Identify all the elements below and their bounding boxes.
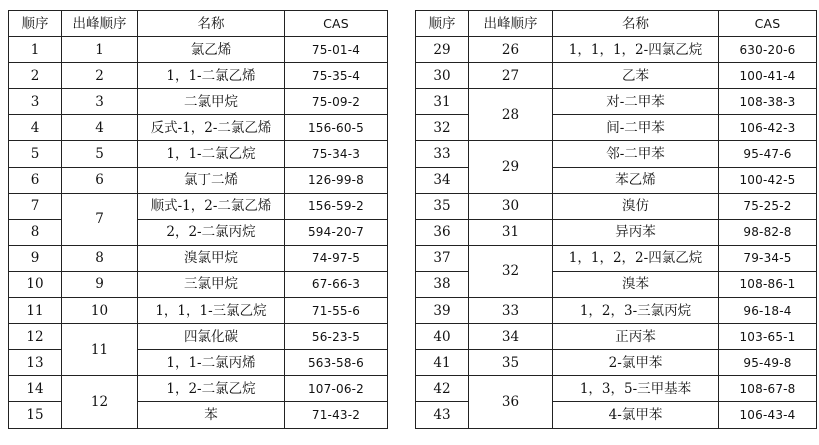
table-row [416,219,817,245]
cas-number-cell: 79-34-5 [719,245,817,271]
order-cell: 39 [416,298,469,324]
order-cell: 33 [416,141,469,167]
table-row [416,245,817,271]
table-row [416,63,817,89]
cas-number-cell: 96-18-4 [719,298,817,324]
cas-number-cell: 100-41-4 [719,63,817,89]
order-cell: 36 [416,219,469,245]
compound-name-cell: 四氯化碳 [138,324,285,350]
compound-name-cell: 苯乙烯 [553,167,719,193]
order-cell: 5 [9,141,62,167]
cas-number-cell: 71-43-2 [285,402,388,428]
cas-number-cell: 108-86-1 [719,271,817,297]
order-cell: 35 [416,193,469,219]
compound-name-cell: 邻-二甲苯 [553,141,719,167]
peak-order-cell: 3 [62,89,138,115]
cas-number-cell: 107-06-2 [285,376,388,402]
table-row [9,63,388,89]
peak-order-cell: 8 [62,245,138,271]
header-name: 名称 [553,11,719,37]
order-cell: 15 [9,402,62,428]
compound-name-cell: 反式-1，2-二氯乙烯 [138,115,285,141]
table-row [416,89,817,115]
compound-name-cell: 1，1，1，2-四氯乙烷 [553,37,719,63]
cas-number-cell: 630-20-6 [719,37,817,63]
compound-name-cell: 1，1-二氯丙烯 [138,350,285,376]
order-cell: 32 [416,115,469,141]
table-row [9,376,388,402]
table-row [9,89,388,115]
order-cell: 31 [416,89,469,115]
cas-number-cell: 103-65-1 [719,324,817,350]
order-cell: 9 [9,245,62,271]
compound-name-cell: 4-氯甲苯 [553,402,719,428]
cas-number-cell: 156-59-2 [285,193,388,219]
cas-number-cell: 75-35-4 [285,63,388,89]
peak-order-cell: 9 [62,271,138,297]
cas-number-cell: 108-38-3 [719,89,817,115]
order-cell: 40 [416,324,469,350]
compound-name-cell: 1，2，3-三氯丙烷 [553,298,719,324]
peak-order-cell: 26 [469,37,553,63]
peak-order-cell: 5 [62,141,138,167]
compound-table-left [8,10,388,429]
header-cas: CAS [719,11,817,37]
cas-number-cell: 95-47-6 [719,141,817,167]
order-cell: 7 [9,193,62,219]
compound-name-cell: 1，1，1-三氯乙烷 [138,298,285,324]
compound-name-cell: 1，3，5-三甲基苯 [553,376,719,402]
compound-name-cell: 正丙苯 [553,324,719,350]
peak-order-cell: 1 [62,37,138,63]
table-row [9,115,388,141]
table-row [9,37,388,63]
compound-name-cell: 溴仿 [553,193,719,219]
header-row [9,11,388,37]
table-row [9,167,388,193]
compound-name-cell: 氯丁二烯 [138,167,285,193]
cas-number-cell: 126-99-8 [285,167,388,193]
compound-name-cell: 1，1-二氯乙烷 [138,141,285,167]
order-cell: 11 [9,298,62,324]
peak-order-cell: 36 [469,376,553,428]
table-row [9,141,388,167]
cas-number-cell: 108-67-8 [719,376,817,402]
order-cell: 42 [416,376,469,402]
compound-table-right [415,10,817,429]
order-cell: 12 [9,324,62,350]
peak-order-cell: 28 [469,89,553,141]
order-cell: 41 [416,350,469,376]
compound-name-cell: 顺式-1，2-二氯乙烯 [138,193,285,219]
compound-name-cell: 间-二甲苯 [553,115,719,141]
peak-order-cell: 29 [469,141,553,193]
compound-name-cell: 溴氯甲烷 [138,245,285,271]
order-cell: 30 [416,63,469,89]
compound-name-cell: 二氯甲烷 [138,89,285,115]
peak-order-cell: 10 [62,298,138,324]
peak-order-cell: 12 [62,376,138,428]
order-cell: 1 [9,37,62,63]
table-row [416,350,817,376]
compound-name-cell: 对-二甲苯 [553,89,719,115]
cas-number-cell: 594-20-7 [285,219,388,245]
table-row [9,298,388,324]
cas-number-cell: 95-49-8 [719,350,817,376]
table-row [416,324,817,350]
compound-name-cell: 1，1，2，2-四氯乙烷 [553,245,719,271]
cas-number-cell: 74-97-5 [285,245,388,271]
cas-number-cell: 56-23-5 [285,324,388,350]
peak-order-cell: 34 [469,324,553,350]
header-order: 顺序 [9,11,62,37]
cas-number-cell: 156-60-5 [285,115,388,141]
peak-order-cell: 33 [469,298,553,324]
table-row [9,324,388,350]
compound-name-cell: 溴苯 [553,271,719,297]
cas-number-cell: 75-01-4 [285,37,388,63]
order-cell: 37 [416,245,469,271]
cas-number-cell: 75-34-3 [285,141,388,167]
header-peak-order: 出峰顺序 [62,11,138,37]
order-cell: 14 [9,376,62,402]
order-cell: 34 [416,167,469,193]
order-cell: 3 [9,89,62,115]
peak-order-cell: 4 [62,115,138,141]
cas-number-cell: 75-09-2 [285,89,388,115]
peak-order-cell: 30 [469,193,553,219]
order-cell: 38 [416,271,469,297]
order-cell: 8 [9,219,62,245]
order-cell: 4 [9,115,62,141]
compound-name-cell: 苯 [138,402,285,428]
table-row [416,298,817,324]
peak-order-cell: 35 [469,350,553,376]
peak-order-cell: 31 [469,219,553,245]
peak-order-cell: 11 [62,324,138,376]
header-order: 顺序 [416,11,469,37]
table-row [416,376,817,402]
compound-name-cell: 1，1-二氯乙烯 [138,63,285,89]
table-row [416,141,817,167]
compound-name-cell: 三氯甲烷 [138,271,285,297]
cas-number-cell: 106-42-3 [719,115,817,141]
cas-number-cell: 100-42-5 [719,167,817,193]
order-cell: 6 [9,167,62,193]
compound-table-left-body [9,11,388,429]
order-cell: 43 [416,402,469,428]
table-row [416,37,817,63]
cas-number-cell: 67-66-3 [285,271,388,297]
compound-name-cell: 1，2-二氯乙烷 [138,376,285,402]
table-row [9,271,388,297]
order-cell: 29 [416,37,469,63]
header-peak-order: 出峰顺序 [469,11,553,37]
compound-name-cell: 乙苯 [553,63,719,89]
cas-number-cell: 71-55-6 [285,298,388,324]
header-name: 名称 [138,11,285,37]
compound-name-cell: 异丙苯 [553,219,719,245]
cas-number-cell: 98-82-8 [719,219,817,245]
header-cas: CAS [285,11,388,37]
cas-number-cell: 106-43-4 [719,402,817,428]
compound-table-right-body [416,11,817,429]
order-cell: 2 [9,63,62,89]
order-cell: 13 [9,350,62,376]
peak-order-cell: 27 [469,63,553,89]
compound-name-cell: 氯乙烯 [138,37,285,63]
peak-order-cell: 32 [469,245,553,297]
cas-number-cell: 563-58-6 [285,350,388,376]
peak-order-cell: 2 [62,63,138,89]
peak-order-cell: 7 [62,193,138,245]
header-row [416,11,817,37]
compound-name-cell: 2，2-二氯丙烷 [138,219,285,245]
table-row [416,193,817,219]
table-row [9,245,388,271]
cas-number-cell: 75-25-2 [719,193,817,219]
order-cell: 10 [9,271,62,297]
compound-name-cell: 2-氯甲苯 [553,350,719,376]
peak-order-cell: 6 [62,167,138,193]
table-row [9,193,388,219]
